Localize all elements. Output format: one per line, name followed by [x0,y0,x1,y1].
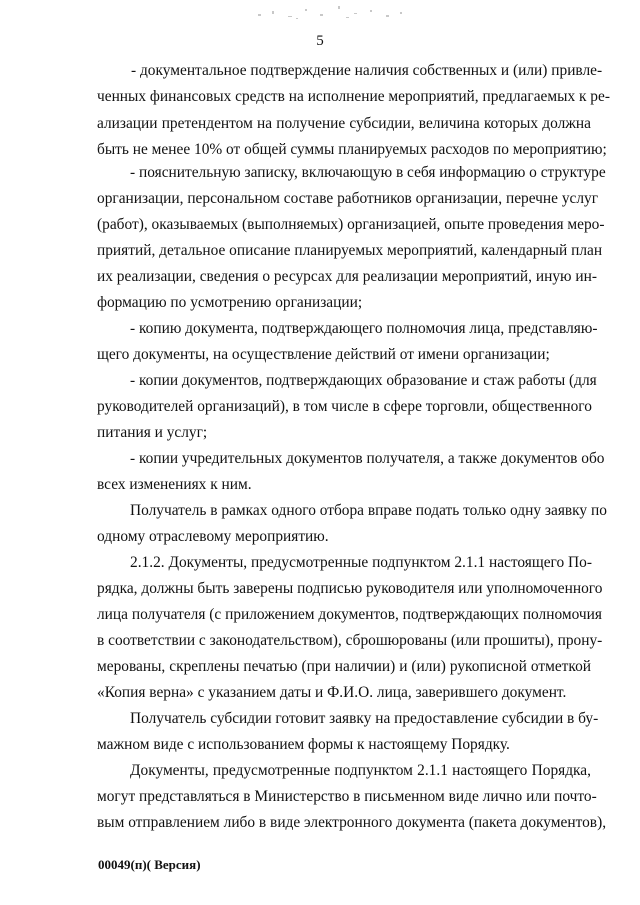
text-line: питания и услуг; [97,424,208,441]
text-line: ализации претендентом на получение субсидии, величина которых должна [97,115,591,132]
text-line: могут представляться в Министерство в письменном виде лично или почто- [97,788,597,805]
text-line: Получатель субсидии готовит заявку на предоставление субсидии в бу- [130,710,599,727]
text-line: 2.1.2. Документы, предусмотренные подпунктом 2.1.1 настоящего По- [130,554,592,571]
text-line: Документы, предусмотренные подпунктом 2.1.1 настоящего Порядка, [130,762,591,779]
text-line: Получатель в рамках одного отбора вправе подать только одну заявку по [130,502,607,519]
text-line: в соответствии с законодательством), сброшюрованы (или прошиты), прону- [97,632,603,649]
text-line: руководителей организаций), в том числе в сфере торговли, общественного [97,398,592,415]
text-line: быть не менее 10% от общей суммы планируемых расходов по мероприятию; [97,141,607,158]
text-line: (работ), оказываемых (выполняемых) организацией, опыте проведения меро- [97,216,605,233]
text-line: ченных финансовых средств на исполнение мероприятий, предлагаемых к ре- [97,88,610,105]
text-line: вым отправлением либо в виде электронного документа (пакета документов), [97,814,607,831]
scan-noise [250,2,420,24]
text-line: одному отраслевому мероприятию. [97,528,329,545]
text-line: всех изменениях к ним. [97,476,252,493]
footer-code: 00049(п)( Версия) [98,857,201,872]
text-line: приятий, детальное описание планируемых мероприятий, календарный план [97,242,603,259]
text-line: «Копия верна» с указанием даты и Ф.И.О. лица, заверившего документ. [97,684,567,701]
text-line: - документальное подтверждение наличия собственных и (или) привле- [131,62,603,79]
text-line: их реализации, сведения о ресурсах для реализации мероприятий, иную ин- [97,268,597,285]
text-line: формацию по усмотрению организации; [97,294,363,311]
page-number: 5 [316,33,324,49]
text-line: мажном виде с использованием формы к настоящему Порядку. [97,736,510,753]
text-line: лица получателя (с приложением документов, подтверждающих полномочия [97,606,602,623]
text-line: - копию документа, подтверждающего полномочия лица, представляю- [130,320,598,337]
text-line: - пояснительную записку, включающую в себя информацию о структуре [130,164,606,181]
text-line: - копии учредительных документов получателя, а также документов обо [130,450,605,467]
text-line: организации, персональном составе работников организации, перечне услуг [97,190,599,207]
text-line: мерованы, скреплены печатью (при наличии) и (или) рукописной отметкой [97,658,591,675]
text-line: щего документы, на осуществление действий от имени организации; [97,346,550,363]
text-line: - копии документов, подтверждающих образование и стаж работы (для [130,372,597,389]
text-line: рядка, должны быть заверены подписью руководителя или уполномоченного [97,580,603,597]
